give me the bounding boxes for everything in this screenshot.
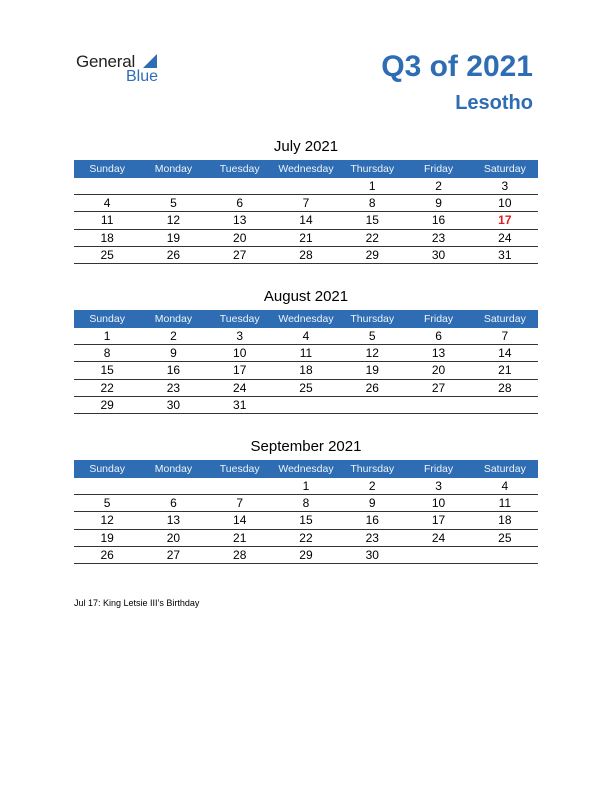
day-cell: 30 xyxy=(166,397,181,412)
day-cell: 22 xyxy=(299,530,313,545)
day-cell: 8 xyxy=(368,196,376,211)
week-row xyxy=(74,212,538,229)
day-cell: 7 xyxy=(236,496,244,511)
holiday-notes xyxy=(74,598,199,608)
day-cell xyxy=(207,178,273,194)
day-cell: 16 xyxy=(166,363,181,378)
day-cell: 20 xyxy=(431,363,446,378)
week-row xyxy=(74,495,538,512)
logo-triangle-icon xyxy=(143,54,157,68)
day-cell: 9 xyxy=(435,196,442,211)
week-row xyxy=(74,397,538,414)
day-cell: 27 xyxy=(233,247,247,262)
week-row xyxy=(74,512,538,529)
day-cell: 30 xyxy=(365,547,379,562)
day-cell: 1 xyxy=(103,329,111,343)
day-cell xyxy=(405,547,471,563)
day-cell: 10 xyxy=(233,346,247,361)
day-cell: 8 xyxy=(302,496,310,511)
day-cell: 29 xyxy=(365,247,379,262)
weekday-header xyxy=(74,460,538,478)
day-cell: 26 xyxy=(100,547,114,562)
weekday-label: Saturday xyxy=(483,463,526,475)
weekday-label: Friday xyxy=(423,313,454,325)
day-cell: 17 xyxy=(431,513,446,528)
week-row xyxy=(74,247,538,264)
day-cell: 10 xyxy=(431,496,446,511)
weekday-header xyxy=(74,310,538,328)
week-row xyxy=(74,230,538,247)
weekday-label: Monday xyxy=(154,313,193,325)
weekday-label: Tuesday xyxy=(219,463,260,475)
day-cell: 14 xyxy=(498,346,512,361)
day-cell: 27 xyxy=(166,547,181,562)
month-calendar xyxy=(74,138,538,264)
month-calendar xyxy=(74,288,538,414)
day-cell: 7 xyxy=(302,196,310,211)
day-cell: 20 xyxy=(233,230,247,245)
day-cell: 7 xyxy=(501,329,509,343)
day-cell: 28 xyxy=(498,380,512,395)
day-cell: 18 xyxy=(299,363,313,378)
day-cell: 25 xyxy=(299,380,313,395)
day-cell: 23 xyxy=(166,380,181,395)
day-cell xyxy=(273,397,339,413)
day-cell: 4 xyxy=(103,196,111,211)
day-cell: 19 xyxy=(166,230,181,245)
month-title: August 2021 xyxy=(263,288,349,305)
day-cell: 27 xyxy=(431,380,446,395)
weekday-label: Saturday xyxy=(483,163,526,175)
day-cell: 12 xyxy=(166,213,181,228)
day-cell: 21 xyxy=(233,530,247,545)
month-calendar xyxy=(74,438,538,564)
day-cell: 5 xyxy=(170,196,177,211)
day-cell: 1 xyxy=(368,179,376,193)
week-row xyxy=(74,530,538,547)
day-cell: 19 xyxy=(100,530,114,545)
weekday-label: Sunday xyxy=(89,163,125,175)
day-cell: 10 xyxy=(498,196,512,211)
day-cell: 3 xyxy=(236,329,244,343)
day-cell: 9 xyxy=(170,346,177,361)
day-cell xyxy=(405,397,471,413)
quarter-title: Q3 of 2021 xyxy=(381,50,533,83)
weekday-label: Thursday xyxy=(350,313,395,325)
day-cell: 24 xyxy=(431,530,446,545)
weekday-label: Monday xyxy=(154,163,193,175)
day-cell: 30 xyxy=(431,247,446,262)
country-title: Lesotho xyxy=(455,92,533,114)
weekday-header xyxy=(74,160,538,178)
weekday-label: Monday xyxy=(154,463,193,475)
weekday-label: Thursday xyxy=(350,463,395,475)
day-cell: 23 xyxy=(431,230,446,245)
logo-general-text: General xyxy=(76,52,136,71)
day-cell: 4 xyxy=(501,479,509,493)
day-cell: 1 xyxy=(302,479,310,493)
day-cell: 14 xyxy=(233,513,247,528)
day-cell: 5 xyxy=(368,329,376,343)
weekday-label: Wednesday xyxy=(278,463,334,475)
week-row xyxy=(74,178,538,195)
week-row xyxy=(74,195,538,212)
day-cell: 13 xyxy=(233,213,247,228)
week-row xyxy=(74,362,538,379)
weekday-label: Wednesday xyxy=(278,163,334,175)
day-cell: 25 xyxy=(498,530,512,545)
day-cell: 15 xyxy=(365,213,379,228)
day-cell: 3 xyxy=(501,179,509,193)
day-cell: 2 xyxy=(368,479,376,493)
month-title: July 2021 xyxy=(273,138,339,155)
day-cell: 8 xyxy=(103,346,111,361)
day-cell: 11 xyxy=(498,496,512,511)
day-cell xyxy=(74,478,140,494)
weekday-label: Sunday xyxy=(89,313,125,325)
day-cell xyxy=(207,478,273,494)
day-cell: 29 xyxy=(299,547,313,562)
day-cell: 6 xyxy=(170,496,177,511)
day-cell: 25 xyxy=(100,247,114,262)
logo-blue-text: Blue xyxy=(126,68,159,85)
week-row xyxy=(74,380,538,397)
week-row xyxy=(74,478,538,495)
day-cell: 17 xyxy=(498,213,512,228)
day-cell: 6 xyxy=(236,196,244,211)
day-cell: 18 xyxy=(498,513,512,528)
day-cell: 12 xyxy=(365,346,379,361)
day-cell: 12 xyxy=(100,513,114,528)
day-cell: 14 xyxy=(299,213,313,228)
day-cell: 11 xyxy=(100,213,114,228)
day-cell: 3 xyxy=(435,479,442,493)
day-cell: 16 xyxy=(365,513,379,528)
day-cell: 24 xyxy=(233,380,247,395)
day-cell: 11 xyxy=(299,346,313,361)
day-cell: 22 xyxy=(365,230,379,245)
day-cell: 26 xyxy=(166,247,181,262)
day-cell: 28 xyxy=(299,247,313,262)
day-cell: 19 xyxy=(365,363,379,378)
day-cell: 22 xyxy=(100,380,114,395)
day-cell xyxy=(472,547,538,563)
day-cell xyxy=(339,397,405,413)
day-cell xyxy=(74,178,140,194)
day-cell: 23 xyxy=(365,530,379,545)
week-row xyxy=(74,547,538,564)
month-title: September 2021 xyxy=(250,438,362,455)
day-cell: 13 xyxy=(431,346,446,361)
weekday-label: Tuesday xyxy=(219,163,260,175)
day-cell: 31 xyxy=(498,247,512,262)
day-cell: 31 xyxy=(233,397,247,412)
weekday-label: Friday xyxy=(423,463,454,475)
day-cell: 4 xyxy=(302,329,310,343)
day-cell: 6 xyxy=(435,329,442,343)
weekday-label: Saturday xyxy=(483,313,526,325)
day-cell: 2 xyxy=(435,179,442,193)
day-cell xyxy=(273,178,339,194)
day-cell: 26 xyxy=(365,380,379,395)
day-cell xyxy=(140,478,206,494)
day-cell: 21 xyxy=(498,363,512,378)
holiday-note: Jul 17: King Letsie III’s Birthday xyxy=(74,598,200,608)
day-cell: 18 xyxy=(100,230,114,245)
day-cell: 2 xyxy=(170,329,177,343)
day-cell: 15 xyxy=(100,363,114,378)
weekday-label: Sunday xyxy=(89,463,125,475)
day-cell: 15 xyxy=(299,513,313,528)
day-cell xyxy=(472,397,538,413)
day-cell: 24 xyxy=(498,230,512,245)
day-cell: 29 xyxy=(100,397,114,412)
week-row xyxy=(74,345,538,362)
day-cell: 9 xyxy=(368,496,376,511)
day-cell: 20 xyxy=(166,530,181,545)
weekday-label: Thursday xyxy=(350,163,395,175)
weekday-label: Tuesday xyxy=(219,313,260,325)
logo xyxy=(76,52,176,88)
day-cell: 21 xyxy=(299,230,313,245)
day-cell: 28 xyxy=(233,547,247,562)
day-cell: 5 xyxy=(103,496,111,511)
day-cell: 17 xyxy=(233,363,247,378)
day-cell: 16 xyxy=(431,213,446,228)
weekday-label: Friday xyxy=(423,163,454,175)
week-row xyxy=(74,328,538,345)
weekday-label: Wednesday xyxy=(278,313,334,325)
day-cell xyxy=(140,178,206,194)
day-cell: 13 xyxy=(166,513,181,528)
